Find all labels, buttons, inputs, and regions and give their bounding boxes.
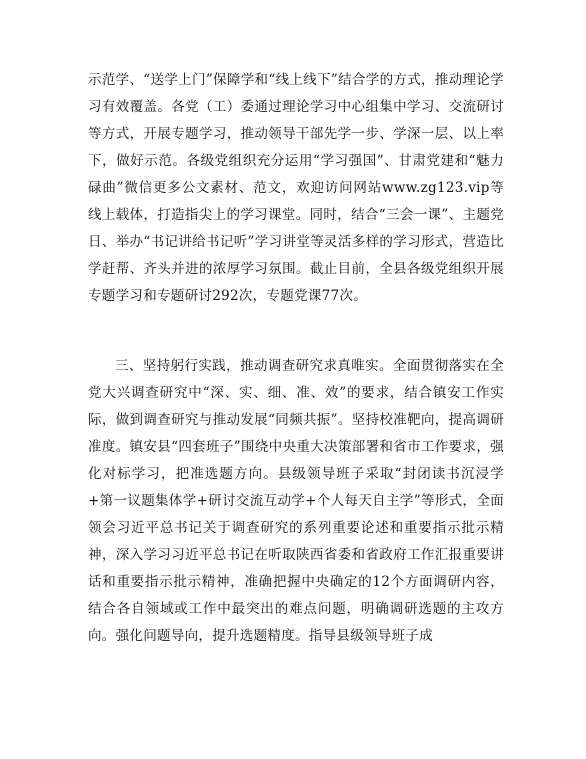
body-paragraph-1: 示范学、“送学上门”保障学和“线上线下”结合学的方式，推动理论学习有效覆盖。各党（工）委通过理论学习中心组集中学习、交流研讨等方式，开展专题学习，推动领导干部先学一步、学深一层、以上率下，做好示范。各级党组织充分运用“学习强国”、甘肃党建和“魅力碌曲”微信更多公文素材、范文，欢迎访问网站www.zg123.vip等线上载体，打造指尖上的学习课堂。同时，结合“三会一课”、主题党日、举办“书记讲给书记听”学习讲堂等灵活多样的学习形式，营造比学赶帮、齐头并进的浓厚学习氛围。截止目前，全县各级党组织开展专题学习和专题研讨292次，专题党课77次。 xyxy=(88,72,504,304)
paragraph-block-1 xyxy=(88,67,504,310)
body-paragraph-2: 三、坚持躬行实践，推动调查研究求真唯实。全面贯彻落实在全党大兴调查研究中“深、实、细、准、效”的要求，结合镇安工作实际，做到调查研究与推动发展“同频共振”。坚持校准靶向，提高调研准度。镇安县“四套班子”围绕中央重大决策部署和省市工作要求，强化对标学习，把准选题方向。县级领导班子采取“封闭读书沉浸学+第一议题集体学+研讨交流互动学+个人每天自主学”等形式，全面领会习近平总书记关于调查研究的系列重要论述和重要指示批示精神，深入学习习近平总书记在听取陕西省委和省政府工作汇报重要讲话和重要指示批示精神，准确把握中央确定的12个方面调研内容，结合各自领域或工作中最突出的难点问题，明确调研选题的主攻方向。强化问题导向，提升选题精度。指导县级领导班子成 xyxy=(88,358,504,644)
paragraph-block-2 xyxy=(88,353,504,650)
